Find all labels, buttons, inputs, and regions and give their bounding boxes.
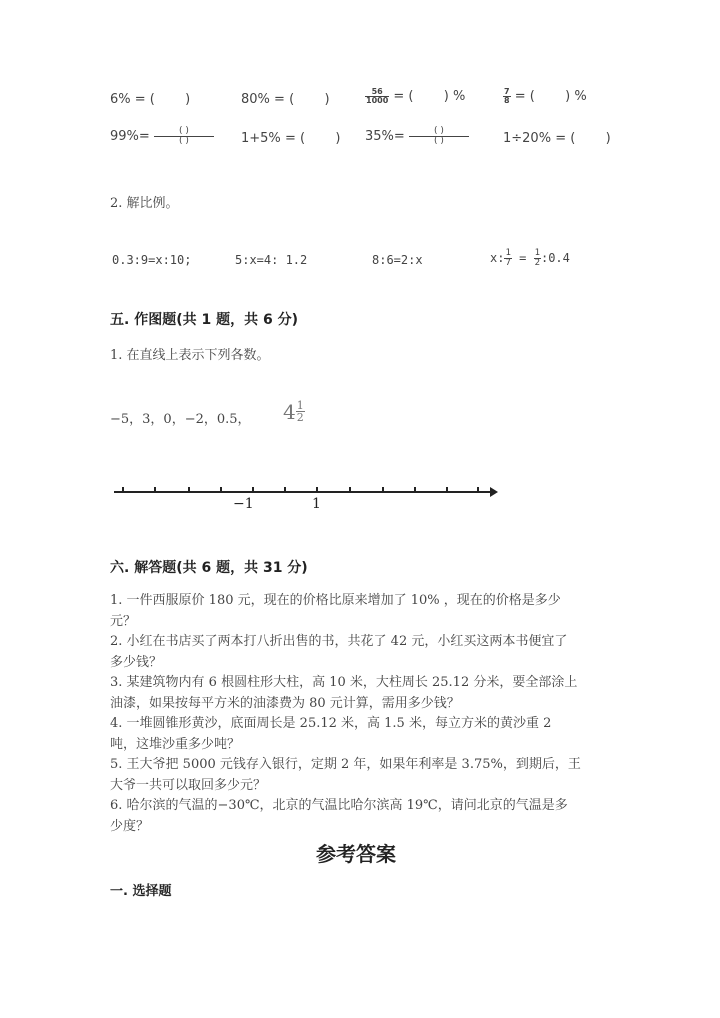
section-heading: 五. 作图题(共 1 题，共 6 分) [110, 312, 298, 328]
question-line: 元？ [110, 613, 137, 629]
numerator: 1 [505, 248, 511, 258]
proportion-item: 5:x=4: 1.2 [235, 253, 308, 267]
numerator: 1 [296, 399, 304, 412]
expression: 80% [241, 92, 270, 107]
equals: = [138, 129, 150, 144]
expression: 35% [365, 129, 394, 144]
question [110, 755, 610, 796]
numerator: 1 [534, 248, 540, 258]
expression: 6% [110, 92, 131, 107]
numerator: ( ) [434, 126, 444, 136]
denominator: 2 [296, 411, 304, 424]
equals: = ( [393, 89, 414, 104]
tick-label: −1 [233, 496, 254, 512]
denominator: 8 [504, 96, 510, 105]
numerator: ( ) [179, 126, 189, 136]
denominator: ( ) [409, 136, 469, 146]
paren: ) [605, 131, 611, 146]
paren: ) [185, 92, 191, 107]
paren: ) % [443, 89, 466, 104]
tick-label: 1 [312, 496, 321, 512]
denominator: ( ) [154, 136, 214, 146]
denominator: 7 [505, 258, 511, 268]
expr-part: x: [490, 251, 505, 265]
proportion-item: 8:6=2:x [372, 253, 423, 267]
expression: 1÷20% [503, 131, 552, 146]
whole-part: 4 [283, 400, 296, 424]
question-line: 多少钱？ [110, 654, 163, 670]
answers-title: 参考答案 [316, 842, 396, 866]
expression: 1+5% [241, 131, 281, 146]
question [110, 796, 610, 837]
section-heading: 六. 解答题(共 6 题，共 31 分) [110, 560, 308, 576]
equals: = ( [274, 92, 295, 107]
denominator: 1000 [366, 96, 389, 105]
question-line: 大爷一共可以取回多少元？ [110, 777, 267, 793]
arrow-icon [490, 487, 498, 497]
question [110, 632, 610, 673]
question [110, 714, 610, 755]
equals: = [511, 251, 534, 265]
question [110, 591, 610, 632]
question-line: 吨，这堆沙重多少吨？ [110, 736, 241, 752]
question-line: 3. 某建筑物内有 6 根圆柱形大柱，高 10 米，大柱周长 25.12 分米，要全部涂上 [110, 675, 578, 690]
question-line: 2. 小红在书店买了两本打八折出售的书，共花了 42 元，小红买这两本书便宜了 [110, 634, 568, 649]
equals: = [393, 129, 405, 144]
question-line: 5. 王大爷把 5000 元钱存入银行，定期 2 年，如果年利率是 3.75%，到期后，王 [110, 757, 581, 772]
question-line: 6. 哈尔滨的气温的−30℃，北京的气温比哈尔滨高 19℃，请问北京的气温是多 [110, 798, 568, 813]
equals: = ( [514, 89, 535, 104]
expr-part: :0.4 [540, 251, 570, 265]
paren: ) [335, 131, 341, 146]
question-heading: 2. 解比例。 [110, 196, 179, 211]
expression: 99% [110, 129, 139, 144]
denominator: 2 [534, 258, 540, 268]
equals: = ( [555, 131, 576, 146]
paren: ) [324, 92, 330, 107]
numerator: 7 [504, 87, 510, 96]
question-line: 油漆，如果按每平方米的油漆费为 80 元计算，需用多少钱？ [110, 695, 460, 711]
question-line: 少度？ [110, 818, 150, 834]
question-text: 1. 在直线上表示下列各数。 [110, 348, 270, 363]
equals: = ( [134, 92, 155, 107]
question [110, 673, 610, 714]
numbers-list: −5，3，0，−2，0.5， [110, 412, 251, 427]
section-heading: 一. 选择题 [110, 884, 172, 899]
proportion-item: 0.3:9=x:10; [112, 253, 192, 267]
question-line: 1. 一件西服原价 180 元，现在的价格比原来增加了 10% ，现在的价格是多少 [110, 593, 561, 608]
numerator: 56 [371, 87, 383, 96]
question-line: 4. 一堆圆锥形黄沙，底面周长是 25.12 米，高 1.5 米，每立方米的黄沙重 2 [110, 716, 552, 731]
paren: ) % [565, 89, 587, 104]
question-list [110, 591, 610, 837]
equals: = ( [284, 131, 306, 146]
